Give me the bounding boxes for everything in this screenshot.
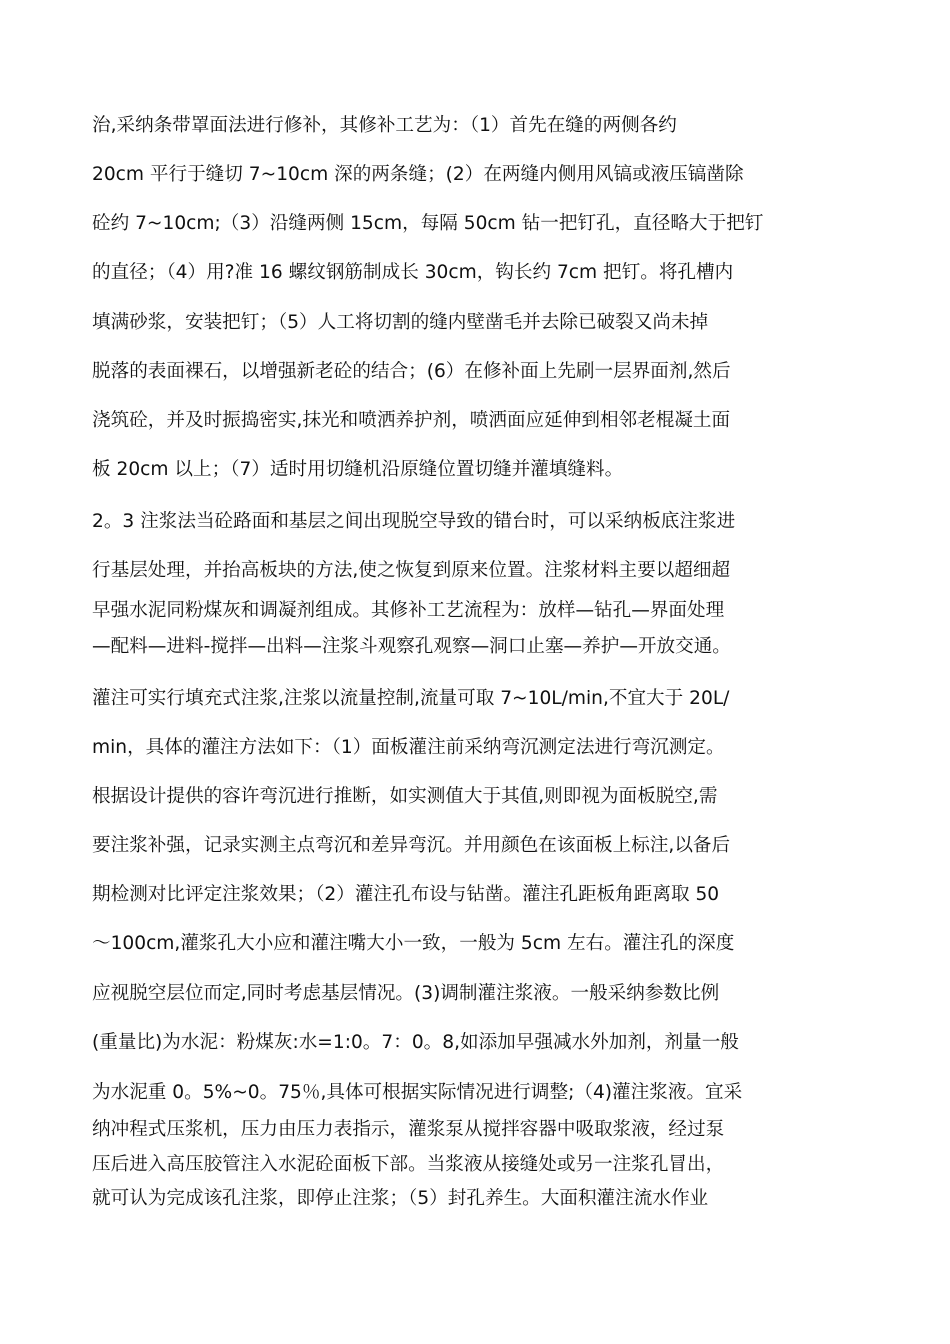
text-line: min，具体的灌注方法如下：（1）面板灌注前采纳弯沉测定法进行弯沉测定。 <box>92 737 725 758</box>
text-line: 为水泥重 0。5%~0。75％,具体可根据实际情况进行调整;（4)灌注浆液。宜采 <box>92 1082 743 1103</box>
text-line: 纳冲程式压浆机，压力由压力表指示，灌浆泵从搅拌容器中吸取浆液，经过泵 <box>92 1119 725 1140</box>
text-line: 板 20cm 以上；（7）适时用切缝机沿原缝位置切缝并灌填缝料。 <box>92 459 624 480</box>
text-line: ～100cm,灌浆孔大小应和灌注嘴大小一致，一般为 5cm 左右。灌注孔的深度 <box>92 933 735 954</box>
text-line: 砼约 7~10cm;（3）沿缝两侧 15cm，每隔 50cm 钻一把钉孔，直径略大于把钉 <box>92 213 764 234</box>
text-line: 应视脱空层位而定,同时考虑基层情况。(3)调制灌注浆液。一般采纳参数比例 <box>92 983 720 1004</box>
text-line: 行基层处理，并抬高板块的方法,使之恢复到原来位置。注浆材料主要以超细超 <box>92 560 731 581</box>
text-line: 的直径；（4）用?准 16 螺纹钢筋制成长 30cm，钩长约 7cm 把钉。将孔槽内 <box>92 262 734 283</box>
text-line: —配料—进料-搅拌—出料—注浆斗观察孔观察—洞口止塞—养护—开放交通。 <box>92 636 731 657</box>
text-line: 压后进入高压胶管注入水泥砼面板下部。当浆液从接缝处或另一注浆孔冒出， <box>92 1154 725 1175</box>
text-line: 20cm 平行于缝切 7~10cm 深的两条缝；(2）在两缝内侧用风镐或液压镐凿除 <box>92 164 744 185</box>
text-line: 早强水泥同粉煤灰和调凝剂组成。其修补工艺流程为：放样—钻孔—界面处理 <box>92 600 725 621</box>
text-line: (重量比)为水泥：粉煤灰:水=1:0。7：0。8,如添加早强减水外加剂，剂量一般 <box>92 1032 739 1053</box>
text-line: 脱落的表面裸石，以增强新老砼的结合；(6）在修补面上先刷一层界面剂,然后 <box>92 361 731 382</box>
text-line: 要注浆补强，记录实测主点弯沉和差异弯沉。并用颜色在该面板上标注,以备后 <box>92 835 731 856</box>
text-line: 灌注可实行填充式注浆,注浆以流量控制,流量可取 7~10L/min,不宜大于 20L/ <box>92 688 730 709</box>
text-line: 就可认为完成该孔注浆，即停止注浆；（5）封孔养生。大面积灌注流水作业 <box>92 1188 709 1209</box>
text-line: 浇筑砼，并及时振捣密实,抹光和喷洒养护剂，喷洒面应延伸到相邻老棍凝土面 <box>92 410 731 431</box>
text-line: 根据设计提供的容许弯沉进行推断，如实测值大于其值,则即视为面板脱空,需 <box>92 786 718 807</box>
text-line: 治,采纳条带罩面法进行修补，其修补工艺为：（1）首先在缝的两侧各约 <box>92 115 677 136</box>
text-line: 填满砂浆，安装把钉；（5）人工将切割的缝内壁凿毛并去除已破裂又尚未掉 <box>92 312 709 333</box>
text-line: 期检测对比评定注浆效果；（2）灌注孔布设与钻凿。灌注孔距板角距离取 50 <box>92 884 720 905</box>
text-line: 2。3 注浆法当砼路面和基层之间出现脱空导致的错台时，可以采纳板底注浆进 <box>92 511 736 532</box>
